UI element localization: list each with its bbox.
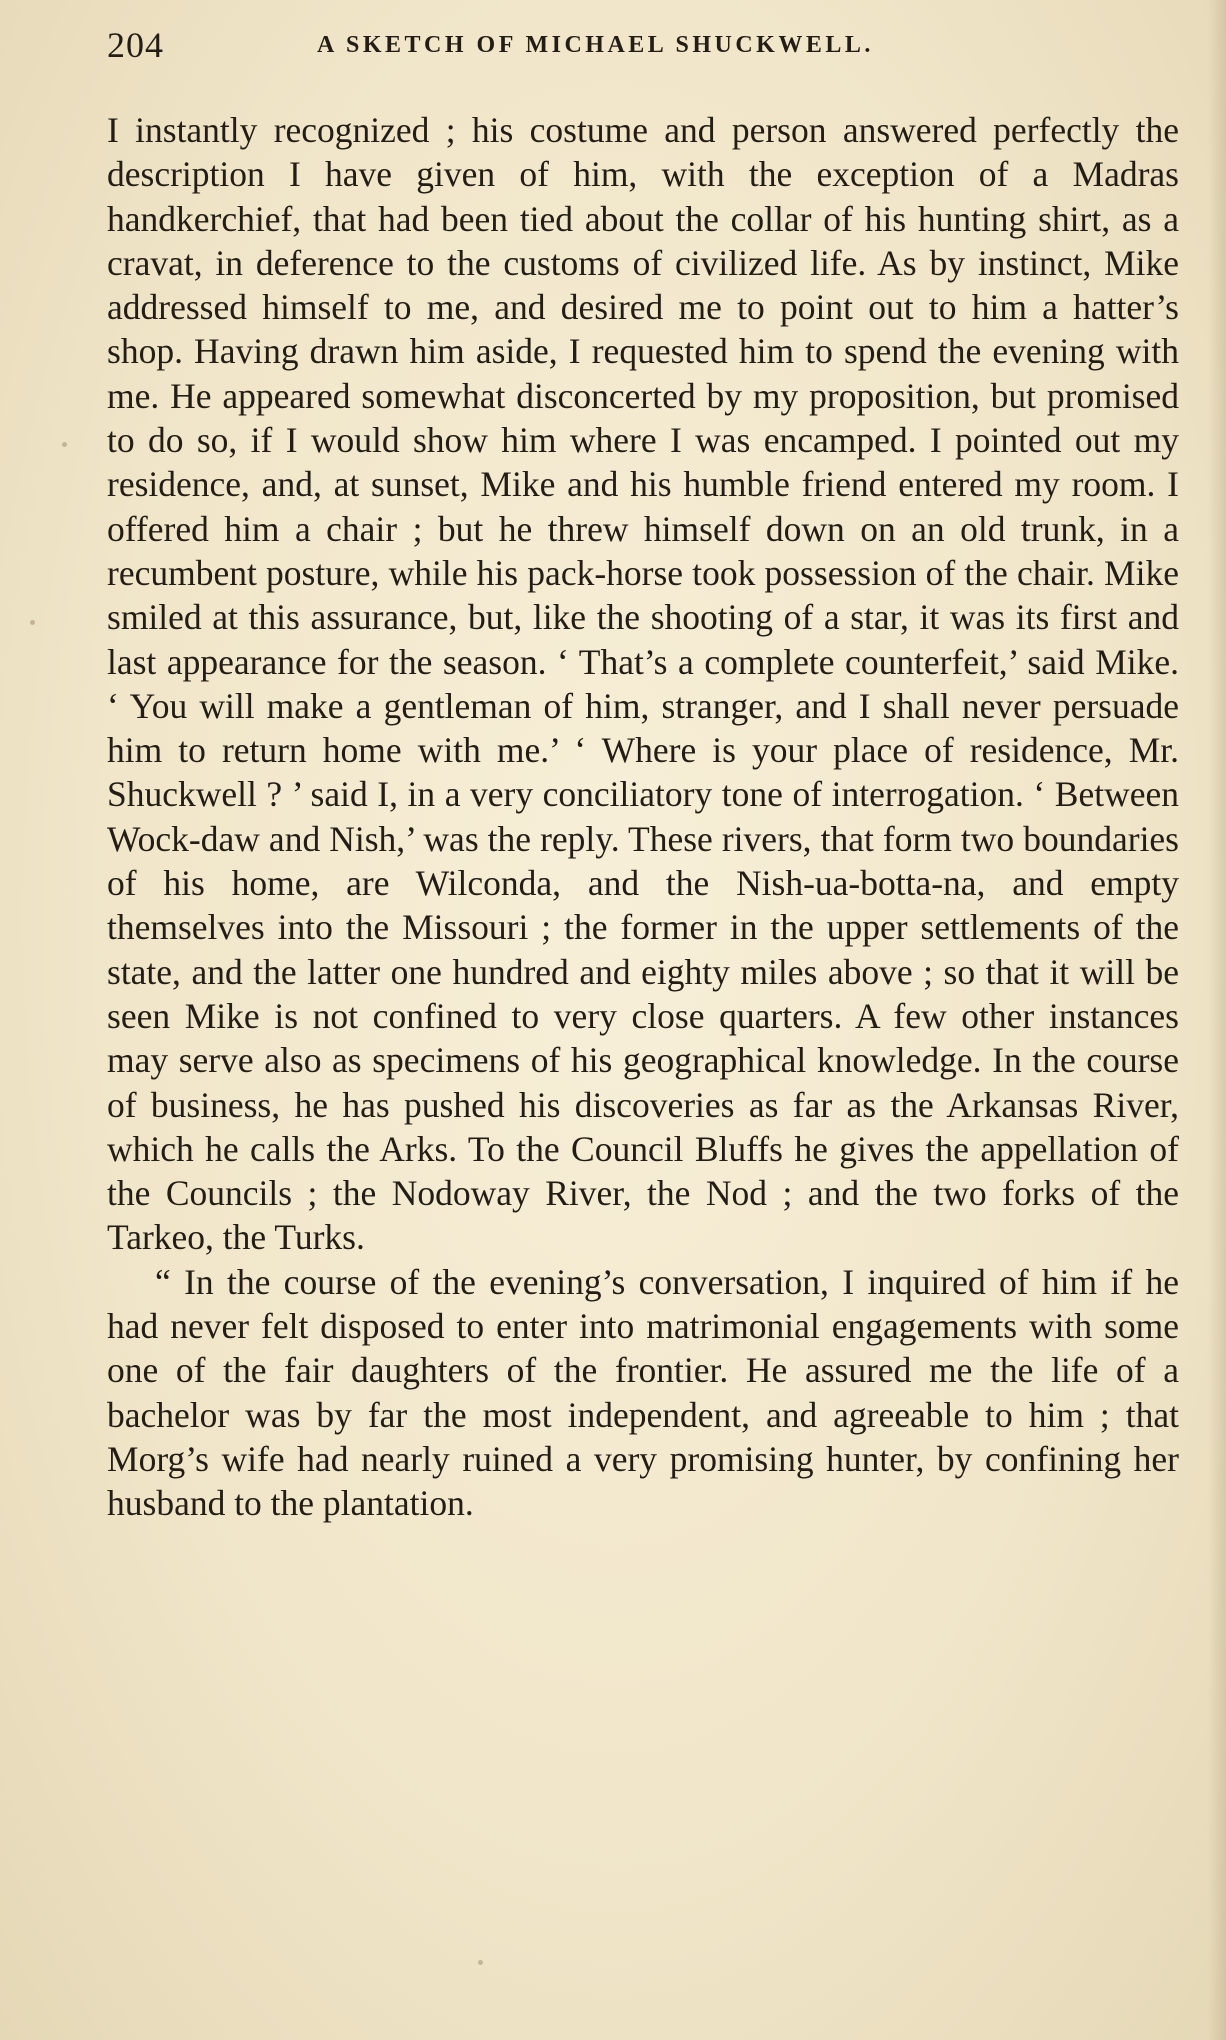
page-edge-shadow <box>1208 0 1226 2040</box>
ink-speck <box>30 620 35 625</box>
paragraph-2: “ In the course of the evening’s conversation, I inquired of him if he had never felt disposed to enter into matrimonial engagements with some one of the fair daughters of the frontier. He assured me the life of a bachelor was by far the most independent, and agreeable to him ; that Morg’s wife had nearly ruined a very promising hunter, by confining her husband to the plantation. <box>107 1261 1179 1524</box>
paragraph-1: I instantly recognized ; his costume and person answered perfectly the description I have given of him, with the exception of a Madras handkerchief, that had been tied about the collar of his hunting shirt, as a cravat, in deference to the customs of civilized life. As by instinct, Mike addressed himself to me, and desired me to point out to him a hatter’s shop. Having drawn him aside, I requested him to spend the evening with me. He appeared somewhat disconcerted by my proposition, but promised to do so, if I would show him where I was encamped. I pointed out my residence, and, at sunset, Mike and his humble friend entered my room. I offered him a chair ; but he threw himself down on an old trunk, in a recumbent posture, while his pack-horse took possession of the chair. Mike smiled at this assurance, but, like the shooting of a star, it was its first and last appearance for the season. ‘ That’s a complete counterfeit,’ said Mike. ‘ You will make a gentleman of him, stranger, and I shall never persuade him to return home with me.’ ‘ Where is your place of residence, Mr. Shuckwell ? ’ said I, in a very conciliatory tone of interrogation. ‘ Between Wock-daw and Nish,’ was the reply. These rivers, that form two boundaries of his home, are Wilconda, and the Nish-ua-botta-na, and empty themselves into the Missouri ; the former in the upper settlements of the state, and the latter one hundred and eighty miles above ; so that it will be seen Mike is not confined to very close quarters. A few other instances may serve also as specimens of his geographical knowledge. In the course of business, he has pushed his discoveries as far as the Arkansas River, which he calls the Arks. To the Council Bluffs he gives the appellation of the Councils ; the Nodoway River, the Nod ; and the two forks of the Tarkeo, the Turks. <box>107 110 1179 1258</box>
body-text <box>107 108 1179 1526</box>
page-number: 204 <box>107 25 164 65</box>
running-title: A SKETCH OF MICHAEL SHUCKWELL. <box>317 32 874 58</box>
ink-speck <box>62 442 67 447</box>
page-header <box>107 24 1184 74</box>
ink-speck <box>478 1960 483 1965</box>
